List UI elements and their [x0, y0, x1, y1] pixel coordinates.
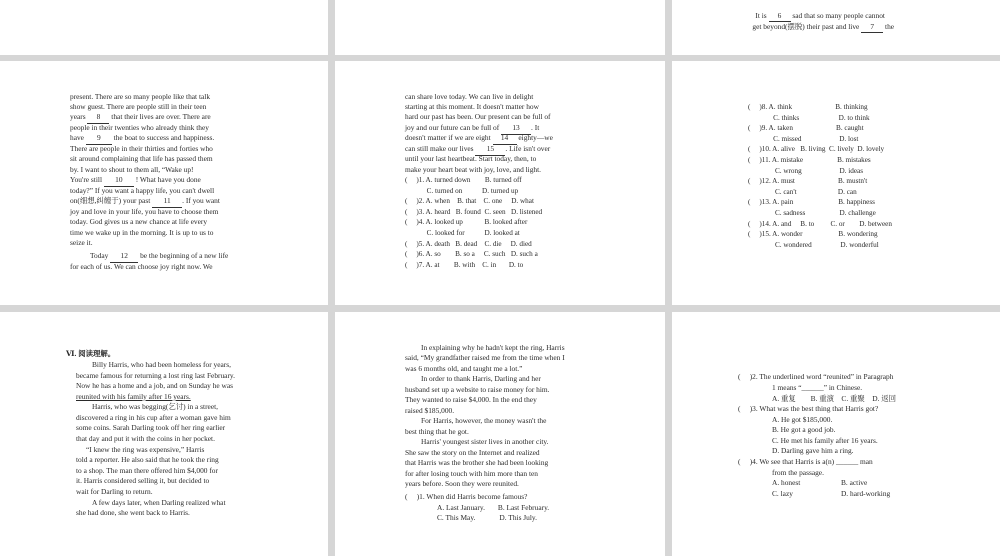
answer-option: C. He met his family after 16 years.	[772, 436, 878, 445]
text-line: can still make our lives 15 . Life isn't over	[405, 144, 550, 156]
option-row: ( )6. A. so B. so a C. such D. such a	[405, 250, 538, 259]
text-line: 1 means “______” in Chinese.	[772, 383, 863, 392]
text-line: today. God gives us a new chance at life every	[70, 217, 208, 226]
answer-option: B. He got a good job.	[772, 425, 836, 434]
text-line: discovered a ring in his cup after a woman gave him	[76, 413, 231, 422]
option-row: C. wondered D. wonderful	[748, 240, 879, 249]
text-line: Billy Harris, who had been homeless for years,	[92, 360, 231, 369]
text-line: Harris, who was begging(乞讨) in a street,	[92, 402, 219, 411]
blank-12: 12	[110, 251, 138, 263]
answer-options: A. 重复 B. 重演 C. 重聚 D. 返回	[772, 394, 897, 403]
text-line: show guest. There are people still in their teen	[70, 102, 207, 111]
options-list	[748, 102, 892, 250]
page-bottom-center	[335, 312, 665, 556]
page-mid-right	[672, 61, 1000, 305]
answer-options: A. Last January. B. Last February.	[437, 503, 550, 512]
text-line: You're still 10 ! What have you done	[70, 175, 201, 187]
page-bottom-left	[0, 312, 328, 556]
text-line: some coins. Sarah Darling took off her ring earlier	[76, 423, 226, 432]
option-row: ( )7. A. at B. with C. in D. to	[405, 260, 524, 269]
text-line: In order to thank Harris, Darling and her	[421, 374, 541, 383]
text-line: years 8 that their lives are over. There are	[70, 112, 211, 124]
blank-13: 13	[501, 123, 531, 135]
text-line: for each of us. We can choose joy right now. We	[70, 262, 213, 271]
text-line: It is 6 sad that so many people cannot	[748, 0, 885, 33]
option-row: ( )15. A. wonder B. wondering	[748, 230, 878, 239]
text-line: raised $185,000.	[405, 406, 455, 415]
option-row: ( )2. A. when B. that C. one D. what	[405, 197, 534, 206]
text-line: starting at this moment. It doesn't matter how	[405, 102, 539, 111]
text-line: hard our past has been. Our present can be full of	[405, 112, 551, 121]
text-line: A few days later, when Darling realized what	[92, 498, 226, 507]
answer-option: D. Darling gave him a ring.	[772, 446, 854, 455]
text-line: that Harris was the brother she had been looking	[405, 458, 549, 467]
page-mid-center	[335, 61, 665, 305]
option-row: ( )11. A. mistake B. mistakes	[748, 155, 871, 164]
blank-8: 8	[87, 112, 109, 124]
text-line: that day and put it with the coins in her pocket.	[76, 434, 215, 443]
blank-7: 7	[861, 22, 883, 34]
question-3: ( )3. What was the best thing that Harris got?	[738, 404, 879, 413]
option-row: ( )10. A. alive B. living C. lively D. lovely	[748, 145, 885, 154]
option-row: C. sadness D. challenge	[748, 208, 876, 217]
text-line: to a shop. The man there offered him $4,000 for	[76, 466, 218, 475]
text-line: today?” If you want a happy life, you can't dwell	[70, 186, 215, 195]
text-line: get beyond(摆脱) their past and live 7 the	[745, 11, 894, 44]
text-line: on(细想,纠缠于) your past 11 . If you want	[70, 196, 220, 208]
text-line: said, “My grandfather raised me from the time when I	[405, 353, 565, 362]
option-row: C. missed D. lost	[748, 134, 859, 143]
question-2: ( )2. The underlined word “reunited” in Paragraph	[738, 372, 894, 381]
text-line: was 6 months old, and taught me a lot.”	[405, 364, 523, 373]
answer-options: C. lazy D. hard-working	[772, 489, 891, 498]
text-line: joy and love in your life, you have to choose them	[70, 207, 219, 216]
option-row: C. looked for D. looked at	[405, 228, 520, 237]
text-line: sit around complaining that life has passed them	[70, 154, 213, 163]
text-line: joy and our future can be full of 13 . It	[405, 123, 539, 135]
option-row: ( )14. A. and B. to C. or D. between	[748, 219, 892, 228]
text-line: from the passage.	[772, 468, 824, 477]
blank-9: 9	[86, 133, 112, 145]
text-line: For Harris, however, the money wasn't the	[421, 416, 547, 425]
page-top-right	[672, 0, 1000, 55]
text-line: There are people in their thirties and forties who	[70, 144, 213, 153]
text-line: Now he has a home and a job, and on Sunday he was	[76, 381, 234, 390]
text-line: people in their twenties who already think they	[70, 123, 209, 132]
text-line: told a reporter. He also said that he took the ring	[76, 455, 219, 464]
page-top-left	[0, 0, 328, 55]
options-list	[405, 175, 542, 270]
option-row: C. can't D. can	[748, 187, 857, 196]
section-heading: Ⅵ. 阅读理解。	[66, 349, 116, 358]
question-1: ( )1. When did Harris become famous?	[405, 492, 528, 501]
text-line: In explaining why he hadn't kept the ring, Harris	[421, 343, 565, 352]
text-line: Today 12 be the beginning of a new life	[90, 251, 228, 263]
blank-15: 15	[475, 144, 505, 156]
text-line: doesn't matter if we are eight 14 eighty—we	[405, 133, 553, 145]
text-line: she had done, she went back to Harris.	[76, 508, 190, 517]
text-line: “I knew the ring was expensive,” Harris	[86, 445, 205, 454]
text-line: until your last heartbeat. Start today, then, to	[405, 154, 537, 163]
option-row: ( )1. A. turned down B. turned off	[405, 176, 522, 184]
blank-6: 6	[769, 11, 791, 23]
answer-option: A. He got $185,000.	[772, 415, 833, 424]
text-line: reunited with his family after 16 years.	[76, 392, 191, 401]
text-line: by. I want to shout to them all, “Wake up!	[70, 165, 194, 174]
text-line: husband set up a website to raise money for him.	[405, 385, 550, 394]
page-bottom-right	[672, 312, 1000, 556]
text-line: She saw the story on the Internet and realized	[405, 448, 540, 457]
option-row: ( )3. A. heard B. found C. seen D. listened	[405, 207, 543, 216]
text-line: present. There are so many people like that talk	[70, 92, 211, 101]
option-row: ( )5. A. death B. dead C. die D. died	[405, 239, 532, 248]
text-line: can share love today. We can live in delight	[405, 92, 534, 101]
option-row: ( )8. A. think B. thinking	[748, 103, 868, 111]
option-row: C. turned on D. turned up	[405, 186, 519, 195]
text-line: years before. Soon they were reunited.	[405, 479, 519, 488]
text-line: became famous for returning a lost ring last February.	[76, 371, 235, 380]
text-line: time we wake up in the morning. It is up to us to	[70, 228, 214, 237]
text-line: best thing that he got.	[405, 427, 469, 436]
text-line: wait for Darling to return.	[76, 487, 153, 496]
page-top-center	[335, 0, 665, 55]
blank-14: 14	[493, 133, 517, 145]
option-row: C. thinks D. to think	[748, 113, 870, 122]
text-line: make your heart beat with joy, love, and light.	[405, 165, 542, 174]
option-row: ( )13. A. pain B. happiness	[748, 198, 875, 207]
text-line: seize it.	[70, 238, 93, 247]
text-line: it. Harris considered selling it, but decided to	[76, 476, 210, 485]
option-row: C. wrong D. ideas	[748, 166, 863, 175]
text-line: for after losing touch with him more than ten	[405, 469, 538, 478]
text-line: They wanted to raise $4,000. In the end they	[405, 395, 537, 404]
question-4: ( )4. We see that Harris is a(n) ______ man	[738, 457, 873, 466]
blank-11: 11	[152, 196, 182, 208]
option-row: ( )4. A. looked up B. looked after	[405, 218, 528, 227]
answer-options: A. honest B. active	[772, 478, 868, 487]
blank-10: 10	[104, 175, 134, 187]
option-row: ( )12. A. must B. mustn't	[748, 177, 868, 186]
text-line: Harris' youngest sister lives in another city.	[421, 437, 549, 446]
text-line: have 9 the boat to success and happiness.	[70, 133, 214, 145]
option-row: ( )9. A. taken B. caught	[748, 124, 864, 133]
answer-options: C. This May. D. This July.	[437, 513, 537, 522]
page-mid-left	[0, 61, 328, 305]
